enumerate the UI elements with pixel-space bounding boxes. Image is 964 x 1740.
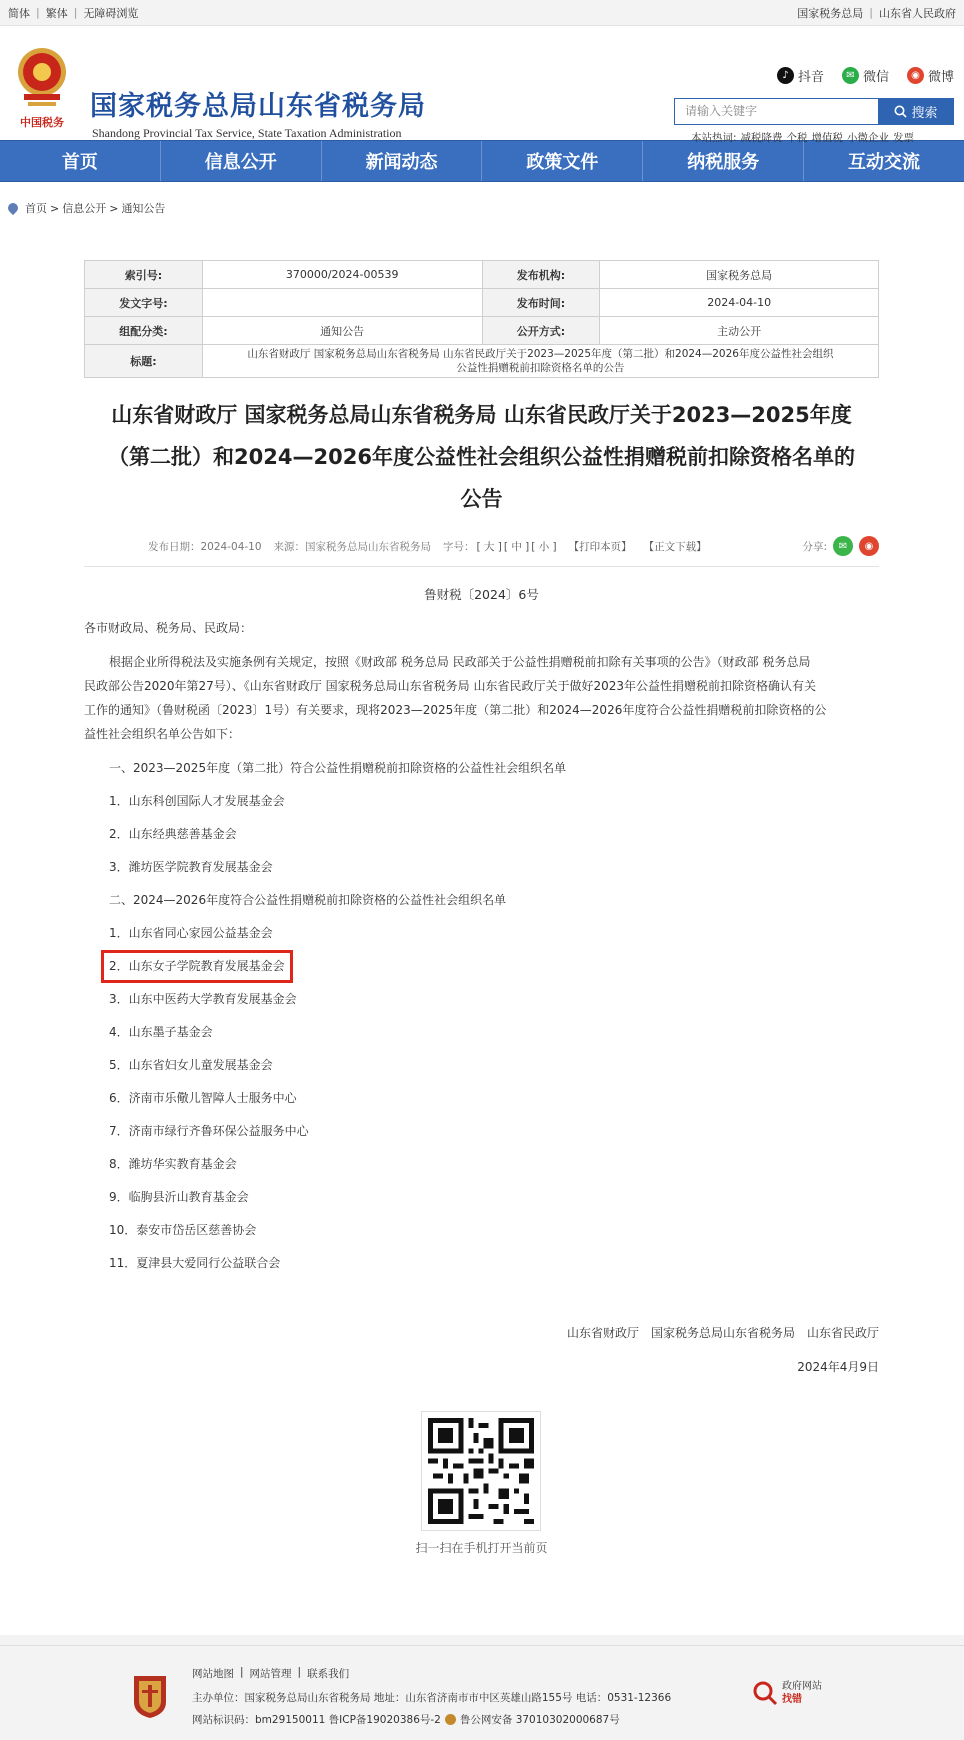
search-box <box>674 98 954 125</box>
share-label: 分享: <box>802 540 827 553</box>
gov-site-error-badge[interactable] <box>752 1680 822 1706</box>
sign-date: 2024年4月9日 <box>797 1360 879 1374</box>
wechat-icon: ✉ <box>842 67 859 84</box>
footer-icp[interactable]: 网站标识码：bm29150011 鲁ICP备19020386号-2 <box>192 1714 441 1726</box>
gov-badge-text <box>782 1680 822 1706</box>
meta-label: 发文字号: <box>85 289 203 317</box>
list-item: 4．山东墨子基金会 <box>109 1025 213 1039</box>
signature-block <box>567 1316 879 1384</box>
hot-words <box>691 130 914 145</box>
search-icon <box>894 105 907 118</box>
list-item: 2．山东经典慈善基金会 <box>109 827 237 841</box>
wechat-label: 微信 <box>862 70 889 85</box>
list-item: 11．夏津县大爱同行公益联合会 <box>109 1256 281 1270</box>
footer-organizer-line: 主办单位：国家税务总局山东省税务局 地址：山东省济南市市中区英雄山路155号 电话：0531-12366 <box>192 1692 672 1704</box>
footer-sitemap-link[interactable]: 网站地图 <box>192 1668 234 1680</box>
site-title: 国家税务总局山东省税务局 <box>90 91 426 122</box>
highlighted-org-name: 2．山东女子学院教育发展基金会 <box>109 959 285 973</box>
publish-date: 发布日期：2024-04-10 <box>148 540 262 553</box>
site-header <box>0 26 964 144</box>
search-input[interactable]: 请输入关键字 <box>674 98 878 125</box>
separator: | <box>73 6 78 19</box>
font-large-button[interactable]: [ 大 ] <box>476 540 502 553</box>
meta-label: 公开方式: <box>482 317 600 345</box>
meta-index-value: 370000/2024-00539 <box>202 261 482 289</box>
sat-link[interactable]: 国家税务总局 <box>797 6 864 20</box>
nav-news[interactable]: 新闻动态 <box>322 141 483 181</box>
article-title-line: 公告 <box>460 487 503 511</box>
hot-word[interactable]: 减税降费 <box>740 132 783 144</box>
section-heading: 二、2024—2026年度符合公益性捐赠税前扣除资格的公益性社会组织名单 <box>109 893 507 907</box>
hot-word[interactable]: 小微企业 <box>847 132 889 144</box>
meta-label: 索引号: <box>85 261 203 289</box>
weibo-label: 微博 <box>927 70 954 85</box>
list-item-highlighted <box>84 950 879 983</box>
gov-badge-line: 找错 <box>782 1694 802 1705</box>
police-badge-icon <box>445 1714 456 1725</box>
share-weibo-icon[interactable]: ◉ <box>859 536 879 556</box>
qr-code <box>421 1411 541 1531</box>
emblem-caption: 中国税务 <box>20 116 64 129</box>
breadcrumb-notice[interactable]: 通知公告 <box>121 202 166 215</box>
meta-label: 发布机构: <box>482 261 600 289</box>
site-subtitle: Shandong Provincial Tax Service, State Taxation Administration <box>92 126 402 140</box>
font-size-control <box>443 539 557 554</box>
share-wechat-icon[interactable]: ✉ <box>833 536 853 556</box>
meta-date-value: 2024-04-10 <box>600 289 879 317</box>
list-item: 5．山东省妇女儿童发展基金会 <box>109 1058 273 1072</box>
accessible-browsing-link[interactable]: 无障碍浏览 <box>83 6 139 20</box>
list-item: 6．济南市乐儆儿智障人士服务中心 <box>109 1091 297 1105</box>
nav-policy-docs[interactable]: 政策文件 <box>482 141 643 181</box>
weibo-icon: ◉ <box>907 67 924 84</box>
paragraph-line: 工作的通知》（鲁财税函〔2023〕1号）有关要求，现将2023—2025年度（第二批）和2024—2026年度符合公益性捐赠税前扣除资格的公 <box>84 703 827 717</box>
footer-links <box>192 1666 349 1681</box>
separator: | <box>36 6 40 19</box>
footer-tax-logo <box>130 1672 170 1720</box>
weibo-link[interactable] <box>907 66 954 85</box>
nav-home[interactable]: 首页 <box>0 141 161 181</box>
article-body <box>84 616 879 1280</box>
social-links <box>777 66 954 85</box>
font-medium-button[interactable]: [ 中 ] <box>503 540 530 553</box>
list-item: 10．泰安市岱岳区慈善协会 <box>109 1223 257 1237</box>
document-number: 鲁财税〔2024〕6号 <box>424 587 539 602</box>
douyin-link[interactable] <box>777 66 824 85</box>
meta-label: 标题: <box>85 345 203 378</box>
separator: | <box>240 1666 244 1678</box>
list-item: 8．潍坊华实教育基金会 <box>109 1157 237 1171</box>
font-size-label: 字号： <box>443 540 475 553</box>
breadcrumb-home[interactable]: 首页 <box>25 202 47 215</box>
search-button[interactable] <box>878 98 954 125</box>
search-button-label: 搜索 <box>911 106 938 121</box>
traditional-chinese-link[interactable]: 繁体 <box>45 6 68 20</box>
list-item: 3．山东中医药大学教育发展基金会 <box>109 992 297 1006</box>
article-title-line: 山东省财政厅 国家税务总局山东省税务局 山东省民政厅关于2023—2025年度 <box>111 403 852 427</box>
meta-mode-value: 主动公开 <box>600 317 879 345</box>
site-footer <box>0 1645 964 1740</box>
magnifier-icon <box>752 1680 778 1706</box>
nav-tax-service[interactable]: 纳税服务 <box>643 141 804 181</box>
separator: | <box>297 1666 302 1678</box>
signatories: 山东省财政厅 国家税务总局山东省税务局 山东省民政厅 <box>566 1326 879 1340</box>
meta-docnum-value <box>202 289 482 317</box>
meta-label: 组配分类: <box>85 317 203 345</box>
list-item: 9．临朐县沂山教育基金会 <box>109 1190 249 1204</box>
gov-badge-line: 政府网站 <box>782 1681 822 1692</box>
meta-title-value <box>202 345 878 378</box>
simplified-chinese-link[interactable]: 简体 <box>8 6 30 20</box>
content-area <box>0 182 964 1635</box>
meta-title-line: 公益性捐赠税前扣除资格名单的公告 <box>456 362 625 374</box>
article-title-line: （第二批）和2024—2026年度公益性社会组织公益性捐赠税前扣除资格名单的 <box>108 445 855 469</box>
article-title <box>84 394 879 520</box>
meta-org-value: 国家税务总局 <box>600 261 879 289</box>
meta-title-line: 山东省财政厅 国家税务总局山东省税务局 山东省民政厅关于2023—2025年度（第二批）和2024—2026年度公益性社会组织 <box>247 348 834 360</box>
article-source: 来源：国家税务总局山东省税务局 <box>273 540 432 553</box>
location-icon <box>6 201 20 215</box>
tax-emblem-logo[interactable] <box>12 42 72 134</box>
meta-label: 发布时间: <box>482 289 600 317</box>
hot-word[interactable]: 发票 <box>893 132 914 144</box>
font-small-button[interactable]: [ 小 ] <box>531 540 557 553</box>
paragraph-line: 益性社会组织名单公告如下： <box>84 727 241 741</box>
share-group <box>802 536 879 556</box>
footer-police-record[interactable]: 鲁公网安备 37010302000687号 <box>459 1714 620 1726</box>
paragraph-line: 民政部公告2020年第27号）、《山东省财政厅 国家税务总局山东省税务局 山东省民政厅关于做好2023年公益性捐赠税前扣除资格确认有关 <box>84 679 816 693</box>
footer-record-line <box>192 1712 620 1727</box>
salutation: 各市财政局、税务局、民政局： <box>84 621 253 635</box>
breadcrumb-sep: > <box>50 201 60 215</box>
breadcrumb-sep: > <box>109 201 119 215</box>
hot-word[interactable]: 增值税 <box>811 132 843 144</box>
meta-category-value: 通知公告 <box>202 317 482 345</box>
download-button[interactable]: 【正文下载】 <box>643 540 707 553</box>
print-button[interactable]: 【打印本页】 <box>568 540 632 553</box>
breadcrumb <box>8 200 165 216</box>
hot-words-label: 本站热词: <box>690 132 737 144</box>
list-item: 3．潍坊医学院教育发展基金会 <box>109 860 273 874</box>
list-item: 7．济南市绿行齐鲁环保公益服务中心 <box>109 1124 309 1138</box>
wechat-link[interactable] <box>842 66 889 85</box>
separator: | <box>869 6 873 19</box>
red-highlight-box <box>101 950 293 983</box>
main-nav <box>0 140 964 182</box>
paragraph-line: 根据企业所得税法及实施条例有关规定，按照《财政部 税务总局 民政部关于公益性捐赠税前扣除有关事项的公告》（财政部 税务总局 <box>109 655 811 669</box>
article-meta-bar <box>84 534 879 558</box>
list-item: 1．山东科创国际人才发展基金会 <box>109 794 285 808</box>
nav-interaction[interactable]: 互动交流 <box>848 152 921 173</box>
breadcrumb-info[interactable]: 信息公开 <box>62 202 107 215</box>
qr-code-icon <box>428 1418 534 1524</box>
divider <box>84 566 879 567</box>
section-heading: 一、2023—2025年度（第二批）符合公益性捐赠税前扣除资格的公益性社会组织名单 <box>109 761 567 775</box>
douyin-label: 抖音 <box>797 70 824 85</box>
douyin-icon: ♪ <box>777 67 794 84</box>
footer-admin-link[interactable]: 网站管理 <box>249 1668 292 1680</box>
footer-contact-link[interactable]: 联系我们 <box>307 1668 350 1680</box>
provincial-government-link[interactable]: 山东省人民政府 <box>879 6 956 20</box>
nav-info-disclosure[interactable]: 信息公开 <box>161 141 322 181</box>
document-meta-table <box>84 260 879 378</box>
qr-caption: 扫一扫在手机打开当前页 <box>415 1541 548 1555</box>
top-utility-bar <box>0 0 964 26</box>
hot-word[interactable]: 个税 <box>786 132 808 144</box>
list-item: 1．山东省同心家园公益基金会 <box>109 926 273 940</box>
